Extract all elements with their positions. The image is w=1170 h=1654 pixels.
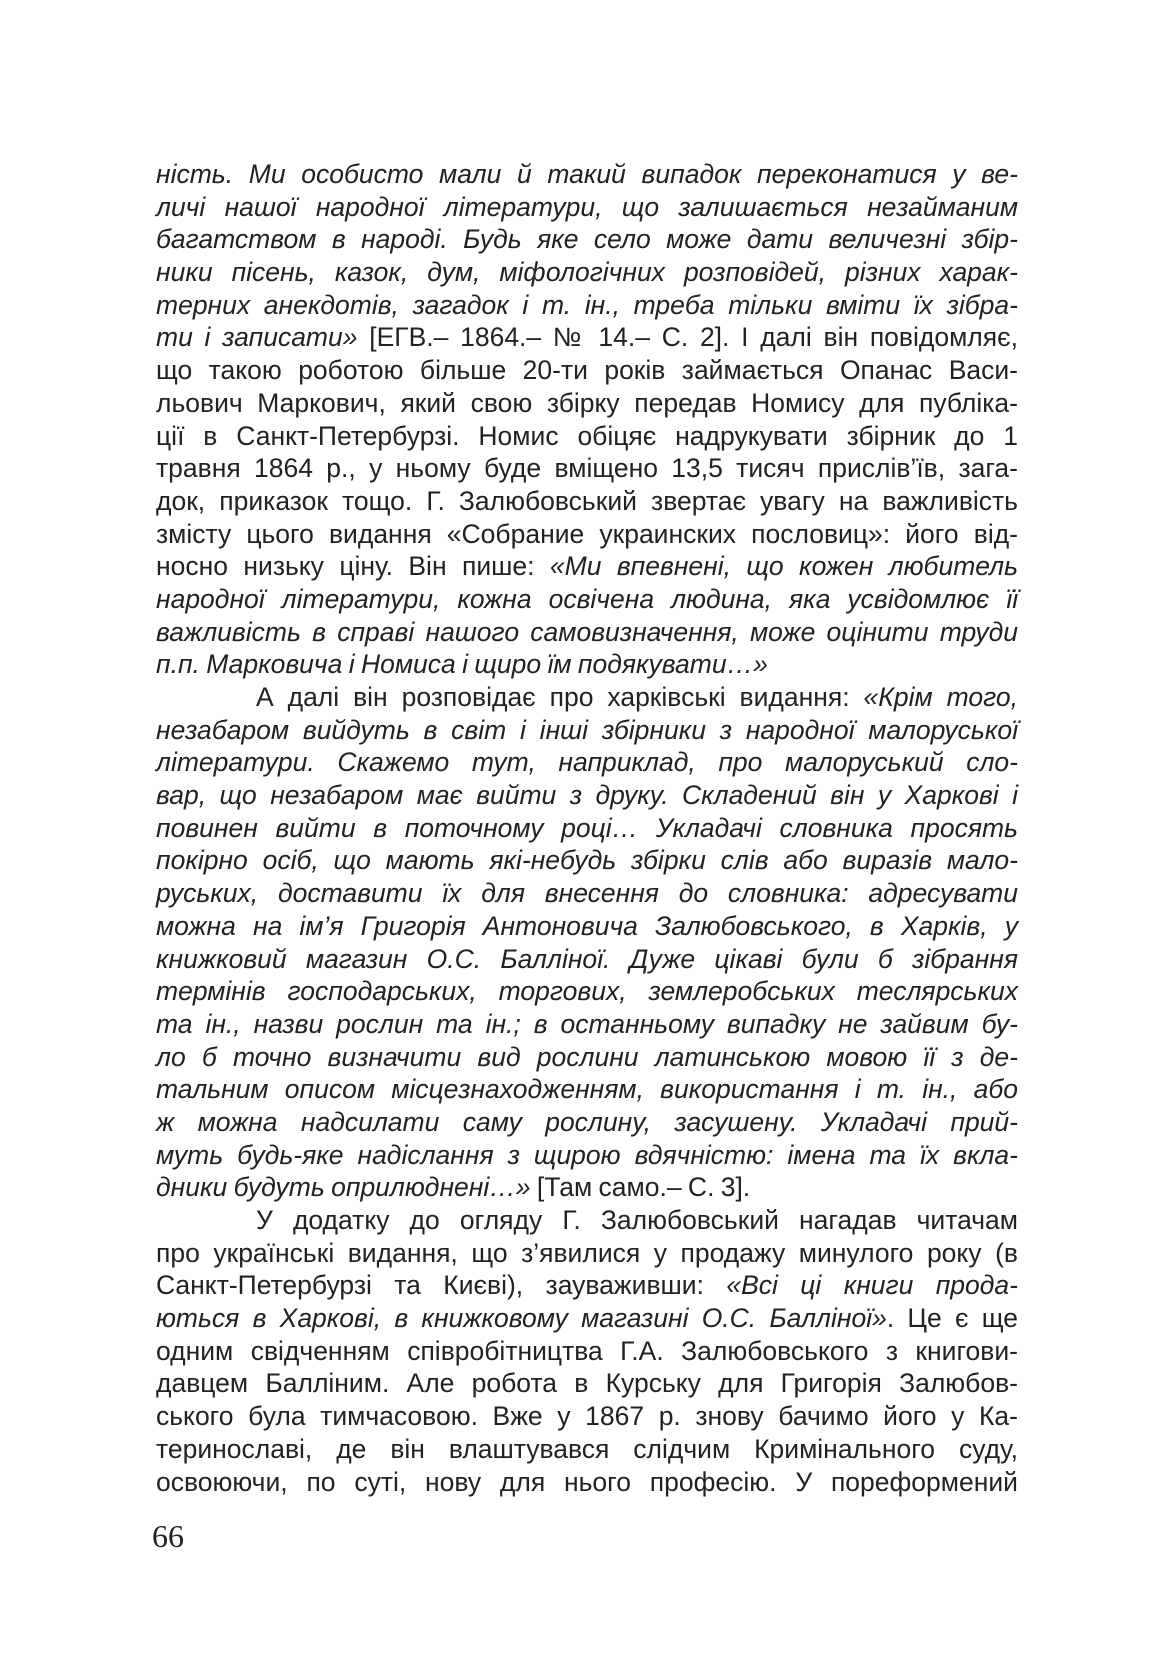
italic-text-segment: дники будуть оприлюднені…» <box>156 1172 531 1203</box>
text-segment: освоюючи, по суті, нову для нього професію. У пореформений <box>156 1466 1018 1497</box>
text-line <box>156 648 1018 681</box>
italic-text-segment: руських, доставити їх для внесення до словника: адресувати <box>156 878 1018 909</box>
text-line <box>156 1237 1018 1270</box>
text-line <box>156 746 1018 779</box>
text-line <box>156 1466 1018 1499</box>
text-segment: . Це є ще <box>886 1303 1019 1334</box>
text-segment: травня 1864 р., у ньому буде вміщено 13,5 тисяч прислів’їв, зага- <box>156 453 1018 484</box>
text-line <box>156 1302 1018 1335</box>
text-line <box>156 223 1018 256</box>
text-line <box>156 943 1018 976</box>
text-segment: носно низьку ціну. Він пише: <box>156 551 550 582</box>
text-line <box>156 616 1018 649</box>
text-line <box>156 1433 1018 1466</box>
text-line <box>156 420 1018 453</box>
italic-text-segment: термінів господарських, торгових, землеробських теслярських <box>156 976 1018 1007</box>
italic-text-segment: багатством в народі. Будь яке село може дати величезні збір- <box>156 224 1018 255</box>
text-segment: льович Маркович, який свою збірку передав Номису для публіка- <box>156 387 1018 418</box>
text-line <box>156 1106 1018 1139</box>
text-line <box>156 1073 1018 1106</box>
text-line <box>156 1041 1018 1074</box>
text-line <box>156 1400 1018 1433</box>
italic-text-segment: ж можна надсилати саму рослину, засушену. Укладачі прий- <box>156 1106 1018 1137</box>
text-segment: А далі він розповідає про харківські видання: <box>256 682 864 712</box>
text-line <box>156 1008 1018 1041</box>
text-segment: одним свідченням співробітництва Г.А. Залюбовського з книгови- <box>156 1335 1018 1366</box>
italic-text-segment: ло б точно визначити вид рослини латинською мовою її з де- <box>156 1041 1018 1072</box>
text-line <box>156 1269 1018 1302</box>
italic-text-segment: літератури. Скажемо тут, наприклад, про малоруський сло- <box>156 747 1018 778</box>
italic-text-segment: ти і записати» <box>156 322 358 353</box>
text-line <box>156 1139 1018 1172</box>
text-line <box>156 779 1018 812</box>
italic-text-segment: ники пісень, казок, дум, міфологічних розповідей, різних харак- <box>156 257 1018 288</box>
text-segment: Санкт-Петербурзі та Києві), зауваживши: <box>156 1270 727 1301</box>
italic-text-segment: ються в Харкові, в книжковому магазині О.С. Балліної» <box>156 1303 887 1334</box>
text-line <box>156 877 1018 910</box>
italic-text-segment: ність. Ми особисто мали й такий випадок переконатися у ве- <box>156 159 1018 189</box>
text-line <box>156 387 1018 420</box>
italic-text-segment: терних анекдотів, загадок і т. ін., треба тільки вміти їх зібра- <box>156 289 1018 320</box>
italic-text-segment: вар, що незабаром має вийти з друку. Складений він у Харкові і <box>156 780 1018 811</box>
text-segment: док, приказок тощо. Г. Залюбовський звертає увагу на важливість <box>156 485 1018 516</box>
italic-text-segment: «Крім того, <box>863 682 1018 712</box>
text-line <box>156 844 1018 877</box>
text-line <box>156 321 1018 354</box>
text-segment: [Там само.– С. 3]. <box>530 1172 751 1203</box>
italic-text-segment: та ін., назви рослин та ін.; в останньому випадку не зайвим бу- <box>156 1008 1018 1039</box>
text-segment: [ЕГВ.– 1864.– № 14.– С. 2]. І далі він повідомляє, <box>357 322 1018 353</box>
italic-text-segment: покірно осіб, що мають які-небудь збірки слів або виразів мало- <box>156 845 1018 876</box>
text-line <box>156 910 1018 943</box>
text-segment: ції в Санкт-Петербурзі. Номис обіцяє надрукувати збірник до 1 <box>156 420 1018 451</box>
italic-text-segment: важливість в справі нашого самовизначення, може оцінити труди <box>156 616 1018 647</box>
text-line <box>156 975 1018 1008</box>
italic-text-segment: книжковий магазин О.С. Балліної. Дуже цікаві були б зібрання <box>156 943 1018 974</box>
italic-text-segment: муть будь-яке надіслання з щирою вдячністю: імена та їх вкла- <box>156 1139 1018 1170</box>
text-line <box>156 158 1018 191</box>
text-line <box>156 485 1018 518</box>
text-segment: У додатку до огляду Г. Залюбовський нагадав читачам <box>256 1205 1018 1235</box>
page-number: 66 <box>152 1518 184 1554</box>
text-line <box>156 1367 1018 1400</box>
text-line <box>156 1171 1018 1204</box>
italic-text-segment: «Ми впевнені, що кожен любитель <box>549 551 1019 582</box>
text-line <box>156 191 1018 224</box>
italic-text-segment: п.п. Марковича і Номиса і щиро їм подякувати…» <box>156 649 768 680</box>
text-segment: давцем Балліним. Але робота в Курську для Григорія Залюбов- <box>156 1368 1018 1399</box>
text-segment: що такою роботою більше 20-ти років займається Опанас Васи- <box>156 355 1018 386</box>
text-line <box>156 518 1018 551</box>
italic-text-segment: «Всі ці книги прода- <box>726 1270 1018 1301</box>
text-line <box>156 550 1018 583</box>
text-line <box>156 812 1018 845</box>
italic-text-segment: личі нашої народної літератури, що залишається незайманим <box>156 191 1018 222</box>
text-line <box>156 452 1018 485</box>
text-line <box>156 289 1018 322</box>
text-line <box>156 714 1018 747</box>
text-line <box>156 681 1018 714</box>
italic-text-segment: можна на ім’я Григорія Антоновича Залюбовського, в Харків, у <box>156 910 1018 941</box>
text-line <box>156 354 1018 387</box>
text-line <box>156 583 1018 616</box>
text-segment: теринославі, де він влаштувався слідчим Кримінального суду, <box>156 1433 1018 1464</box>
italic-text-segment: народної літератури, кожна освічена людина, яка усвідомлює її <box>156 583 1018 614</box>
body-text <box>156 158 1018 1498</box>
italic-text-segment: незабаром вийдуть в світ і інші збірники з народної малоруської <box>156 714 1018 745</box>
italic-text-segment: тальним описом місцезнаходженням, використання і т. ін., або <box>156 1074 1018 1105</box>
italic-text-segment: повинен вийти в поточному році… Укладачі словника просять <box>156 812 1018 843</box>
text-line <box>156 1204 1018 1237</box>
text-segment: ського була тимчасовою. Вже у 1867 р. знову бачимо його у Ка- <box>156 1401 1018 1432</box>
text-line <box>156 256 1018 289</box>
text-line <box>156 1335 1018 1368</box>
text-segment: змісту цього видання «Собрание украинских пословиц»: його від- <box>156 518 1018 549</box>
text-segment: про українські видання, що з’явилися у продажу минулого року (в <box>156 1237 1018 1268</box>
